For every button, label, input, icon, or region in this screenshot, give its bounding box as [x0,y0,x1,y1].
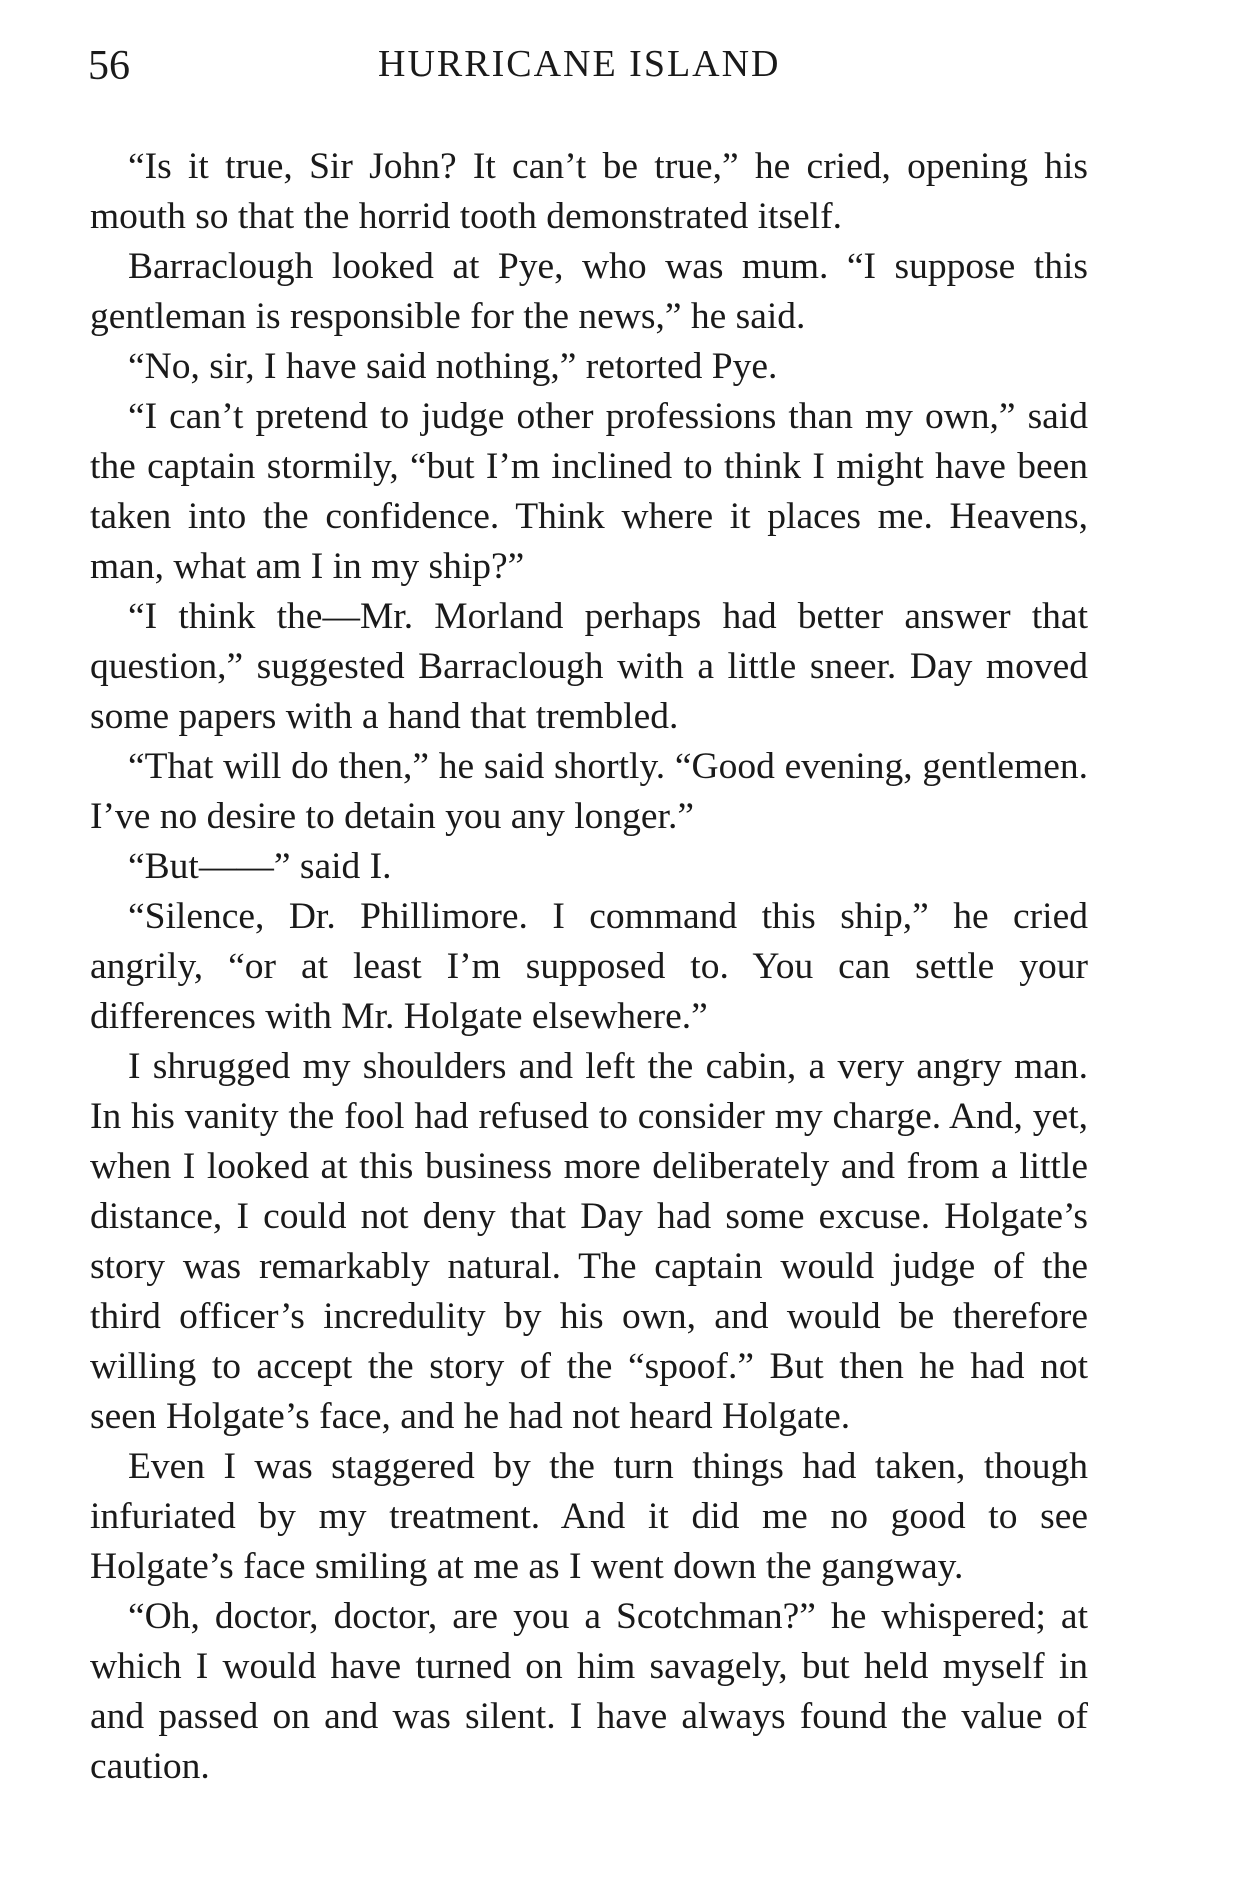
book-title: HURRICANE ISLAND [378,43,781,85]
running-head [88,42,1092,92]
paragraph: “But——” said I. [128,846,392,887]
paragraph: “That will do then,” he said shortly. “Good evening, gentlemen. I’ve no desire to detain you any longer.” [90,746,1088,837]
paragraph: Barraclough looked at Pye, who was mum. “I suppose this gentleman is responsible for the news,” he said. [90,246,1088,337]
paragraph: “Silence, Dr. Phillimore. I command this ship,” he cried angrily, “or at least I’m supposed to. You can settle your differences with Mr. Holgate elsewhere.” [90,896,1088,1037]
body-text [90,142,1088,1792]
paragraph: “Oh, doctor, doctor, are you a Scotchman?” he whispered; at which I would have turned on him savagely, but held myself in and passed on and was silent. I have always found the value of caution. [90,1596,1088,1787]
paragraph: “Is it true, Sir John? It can’t be true,” he cried, opening his mouth so that the horrid tooth demonstrated itself. [90,146,1088,237]
page-number: 56 [88,43,130,89]
paragraph: “I think the—Mr. Morland perhaps had better answer that question,” suggested Barraclough with a little sneer. Day moved some papers with a hand that trembled. [90,596,1088,737]
paragraph: “I can’t pretend to judge other professions than my own,” said the captain stormily, “but I’m inclined to think I might have been taken into the confidence. Think where it places me. Heavens, man, what am I in my ship?” [90,396,1088,587]
paragraph: I shrugged my shoulders and left the cabin, a very angry man. In his vanity the fool had refused to consider my charge. And, yet, when I looked at this business more deliberately and from a little distance, I could not deny that Day had some excuse. Holgate’s story was remarkably natural. The captain would judge of the third officer’s incredulity by his own, and would be therefore willing to accept the story of the “spoof.” But then he had not seen Holgate’s face, and he had not heard Holgate. [90,1046,1088,1437]
paragraph: Even I was staggered by the turn things had taken, though infuriated by my treatment. And it did me no good to see Holgate’s face smiling at me as I went down the gangway. [90,1446,1088,1587]
paragraph: “No, sir, I have said nothing,” retorted Pye. [128,346,778,387]
